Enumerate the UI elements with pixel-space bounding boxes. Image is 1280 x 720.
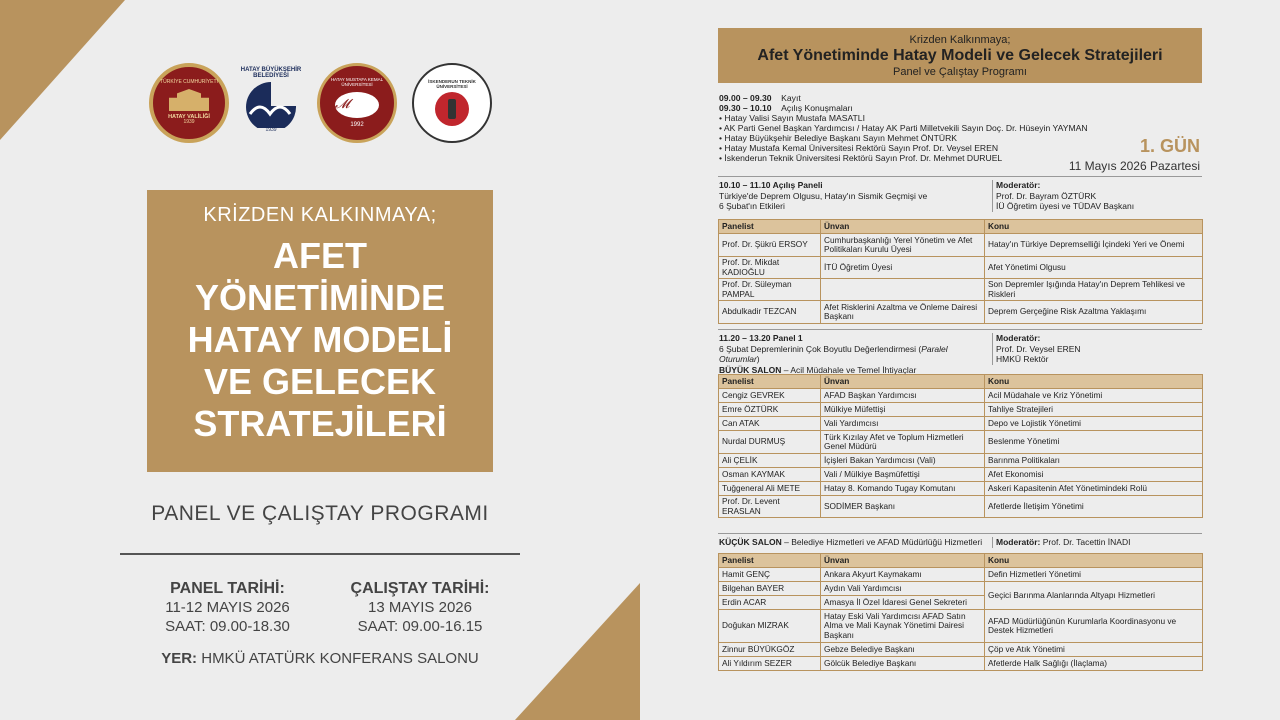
title-kicker: KRİZDEN KALKINMAYA; — [203, 204, 437, 226]
moderator-name: Prof. Dr. Tacettin İNADI — [1040, 537, 1131, 547]
table-body — [719, 554, 1203, 671]
session1-desc: Türkiye'de Deprem Olgusu, Hatay'ın Sismik Geçmişi ve — [719, 190, 928, 201]
table-body — [719, 220, 1203, 324]
table-row — [719, 417, 1203, 431]
agenda-time: 09.00 – 09.30 — [719, 93, 772, 103]
agenda-item — [719, 103, 1159, 113]
title-cell: Afet Risklerini Azaltma ve Önleme Dairesi Başkanı — [821, 301, 985, 324]
building-icon — [169, 89, 209, 111]
agenda-desc: Açılış Konuşmaları — [781, 103, 853, 113]
title-cell: Vali Yardımcısı — [821, 417, 985, 431]
session3-table — [718, 553, 1203, 671]
table-row — [719, 389, 1203, 403]
title-line: STRATEJİLERİ — [193, 403, 447, 444]
column-header: Konu — [985, 375, 1203, 389]
speaker: • Hatay Mustafa Kemal Üniversitesi Rektörü Sayın Prof. Dr. Veysel EREN — [719, 143, 999, 153]
workshop-date-block — [335, 579, 505, 636]
panelist-cell: Nurdal DURMUŞ — [719, 431, 821, 454]
session1-table — [718, 219, 1203, 324]
panelist-cell: Doğukan MIZRAK — [719, 610, 821, 643]
logo-text: HATAY MUSTAFA KEMAL ÜNİVERSİTESİ — [330, 76, 384, 87]
session2-desc — [719, 344, 989, 365]
topic-cell: Depo ve Lojistik Yönetimi — [985, 417, 1203, 431]
panel-date-label: PANEL TARİHİ: — [170, 580, 285, 597]
title-line: YÖNETİMİNDE — [194, 277, 445, 318]
table-row — [719, 610, 1203, 643]
session1-title: 10.10 – 11.10 Açılış Paneli — [719, 180, 823, 190]
workshop-time: SAAT: 09.00-16.15 — [357, 618, 483, 635]
session3-hall — [719, 537, 989, 548]
mku-logo — [317, 63, 397, 143]
topic-cell: AFAD Müdürlüğünün Kurumlarla Koordinasyonu ve Destek Hizmetleri — [985, 610, 1203, 643]
session2-table — [718, 374, 1203, 518]
divider — [120, 553, 520, 555]
desc-text: ) — [756, 354, 760, 364]
moderator-title: HMKÜ Rektör — [996, 354, 1049, 364]
panelist-cell: Emre ÖZTÜRK — [719, 403, 821, 417]
moderator-name: Prof. Dr. Bayram ÖZTÜRK — [996, 190, 1097, 201]
bridge-icon — [244, 80, 298, 128]
title-cell: Vali / Mülkiye Başmüfettişi — [821, 468, 985, 482]
title-cell: Gölcük Belediye Başkanı — [821, 657, 985, 671]
title-cell: SODİMER Başkanı — [821, 496, 985, 518]
agenda-item — [719, 93, 1159, 103]
title-cell: Türk Kızılay Afet ve Toplum Hizmetleri Genel Müdürü — [821, 431, 985, 454]
logo-text: HATAY VALİLİĞİ — [168, 113, 210, 120]
title-cell: Mülkiye Müfettişi — [821, 403, 985, 417]
moderator-label: Moderatör: — [996, 333, 1041, 343]
panelist-cell: Erdin ACAR — [719, 596, 821, 610]
divider — [718, 329, 1202, 330]
logo-year: 1939 — [183, 119, 195, 126]
corner-triangle-top-left — [0, 0, 125, 140]
title-line: HATAY MODELİ — [187, 319, 453, 360]
session2-info — [719, 333, 989, 375]
table-row — [719, 403, 1203, 417]
table-row — [719, 279, 1203, 301]
session2-moderator — [992, 333, 1206, 365]
table-row — [719, 582, 1203, 596]
title-cell: Gebze Belediye Başkanı — [821, 643, 985, 657]
panelist-cell: Prof. Dr. Levent ERASLAN — [719, 496, 821, 518]
hatay-belediyesi-logo — [238, 60, 304, 140]
header-subtitle: Panel ve Çalıştay Programı — [893, 66, 1027, 78]
table-row — [719, 657, 1203, 671]
speaker: • İskenderun Teknik Üniversitesi Rektörü Sayın Prof. Dr. Mehmet DURUEL — [719, 153, 1003, 163]
panelist-cell: Abdulkadir TEZCAN — [719, 301, 821, 324]
topic-cell: Askeri Kapasitenin Afet Yönetimindeki Rolü — [985, 482, 1203, 496]
logo-text: HATAY BÜYÜKŞEHİR BELEDİYESİ — [240, 66, 302, 80]
logo-text: İSKENDERUN TEKNİK ÜNİVERSİTESİ — [428, 78, 476, 89]
topic-cell: Afet Yönetimi Olgusu — [985, 257, 1203, 279]
table-row — [719, 468, 1203, 482]
speaker: • Hatay Büyükşehir Belediye Başkanı Sayın Mehmet ÖNTÜRK — [719, 133, 958, 143]
moderator-name: Prof. Dr. Veysel EREN — [996, 343, 1081, 354]
panelist-cell: Prof. Dr. Mikdat KADIOĞLU — [719, 257, 821, 279]
panel-date: 11-12 MAYIS 2026 — [165, 599, 290, 616]
logo-year: 1939 — [265, 126, 277, 133]
workshop-date-label: ÇALIŞTAY TARİHİ: — [350, 580, 490, 597]
session1-info — [719, 180, 979, 212]
session1-desc: 6 Şubat'ın Etkileri — [719, 201, 785, 211]
title-cell: İTÜ Öğretim Üyesi — [821, 257, 985, 279]
venue-label: YER: — [161, 650, 198, 667]
logo-text: TÜRKİYE CUMHURİYETİ — [160, 79, 218, 86]
logo-year: 1992 — [350, 121, 364, 128]
title-cell: Cumhurbaşkanlığı Yerel Yönetim ve Afet Politikaları Kurulu Üyesi — [821, 234, 985, 257]
program-subtitle: PANEL VE ÇALIŞTAY PROGRAMI — [151, 502, 489, 525]
title-cell: Aydın Vali Yardımcısı — [821, 582, 985, 596]
agenda-desc: Kayıt — [781, 93, 801, 103]
i-letter-icon — [435, 92, 469, 126]
title-cell: AFAD Başkan Yardımcısı — [821, 389, 985, 403]
table-row — [719, 301, 1203, 324]
title-cell: Hatay Eski Vali Yardımcısı AFAD Satın Alma ve Mali Kaynak Yönetimi Dairesi Başkanı — [821, 610, 985, 643]
table-row — [719, 257, 1203, 279]
hall-name: BÜYÜK SALON — [719, 364, 782, 375]
hall-desc: – Belediye Hizmetleri ve AFAD Müdürlüğü Hizmetleri — [781, 537, 983, 547]
session2-title: 11.20 – 13.20 Panel 1 — [719, 333, 803, 343]
title-box — [147, 190, 493, 472]
title-cell — [821, 279, 985, 301]
column-header: Ünvan — [821, 554, 985, 568]
table-row — [719, 643, 1203, 657]
moderator-label: Moderatör: — [996, 537, 1041, 547]
table-row — [719, 568, 1203, 582]
topic-cell: Çöp ve Atık Yönetimi — [985, 643, 1203, 657]
venue — [120, 650, 520, 667]
table-header-row — [719, 375, 1203, 389]
table-row — [719, 234, 1203, 257]
panelist-cell: Ali ÇELİK — [719, 454, 821, 468]
panelist-cell: Bilgehan BAYER — [719, 582, 821, 596]
panelist-cell: Ali Yıldırım SEZER — [719, 657, 821, 671]
desc-italic: Paralel Oturumlar — [719, 343, 948, 364]
column-header: Panelist — [719, 220, 821, 234]
workshop-date: 13 MAYIS 2026 — [368, 599, 472, 616]
header-kicker: Krizden Kalkınmaya; — [909, 34, 1011, 46]
topic-cell: Afetlerde İletişim Yönetimi — [985, 496, 1203, 518]
agenda-time: 09.30 – 10.10 — [719, 103, 772, 113]
title-main — [147, 235, 493, 445]
hatay-valiligi-logo — [149, 63, 229, 143]
title-cell: Hatay 8. Komando Tugay Komutanı — [821, 482, 985, 496]
panelist-cell: Tuğgeneral Ali METE — [719, 482, 821, 496]
title-cell: Amasya İl Özel İdaresi Genel Sekreteri — [821, 596, 985, 610]
topic-cell: Hatay'ın Türkiye Depremselliği İçindeki Yeri ve Önemi — [985, 234, 1203, 257]
title-cell: Ankara Akyurt Kaymakamı — [821, 568, 985, 582]
signature-icon: 𝓜 — [335, 92, 379, 118]
session1-moderator — [992, 180, 1206, 212]
panelist-cell: Prof. Dr. Süleyman PAMPAL — [719, 279, 821, 301]
desc-text: 6 Şubat Depremlerinin Çok Boyutlu Değerlendirmesi ( — [719, 343, 922, 354]
title-cell: İçişleri Bakan Yardımcısı (Vali) — [821, 454, 985, 468]
divider — [718, 533, 1202, 534]
divider — [718, 176, 1202, 177]
hall-desc: – Acil Müdahale ve Temel İhtiyaçlar — [781, 364, 917, 375]
column-header: Panelist — [719, 375, 821, 389]
column-header: Ünvan — [821, 220, 985, 234]
speaker: • Hatay Valisi Sayın Mustafa MASATLI — [719, 113, 865, 123]
table-row — [719, 482, 1203, 496]
table-header-row — [719, 554, 1203, 568]
panelist-cell: Osman KAYMAK — [719, 468, 821, 482]
column-header: Konu — [985, 554, 1203, 568]
speaker: • AK Parti Genel Başkan Yardımcısı / Hatay AK Parti Milletvekili Sayın Doç. Dr. Hüseyin YAYMAN — [719, 123, 1088, 133]
moderator-title: İÜ Öğretim üyesi ve TÜDAV Başkanı — [996, 201, 1135, 211]
topic-cell: Geçici Barınma Alanlarında Altyapı Hizmetleri — [985, 582, 1203, 610]
session3-moderator — [992, 537, 1206, 548]
panelist-cell: Can ATAK — [719, 417, 821, 431]
title-line: AFET — [273, 235, 367, 276]
panel-time: SAAT: 09.00-18.30 — [165, 618, 290, 635]
topic-cell: Barınma Politikaları — [985, 454, 1203, 468]
topic-cell: Afet Ekonomisi — [985, 468, 1203, 482]
column-header: Ünvan — [821, 375, 985, 389]
topic-cell: Son Depremler Işığında Hatay'ın Deprem Tehlikesi ve Riskleri — [985, 279, 1203, 301]
iste-logo — [412, 63, 492, 143]
panelist-cell: Cengiz GEVREK — [719, 389, 821, 403]
topic-cell: Tahliye Stratejileri — [985, 403, 1203, 417]
day-label — [1040, 136, 1200, 173]
panel-date-block — [150, 579, 305, 636]
column-header: Panelist — [719, 554, 821, 568]
hall-name: KÜÇÜK SALON — [719, 537, 782, 547]
header-title: Afet Yönetiminde Hatay Modeli ve Gelecek Stratejileri — [757, 47, 1163, 64]
day-date: 11 Mayıs 2026 Pazartesi — [1068, 159, 1200, 173]
venue-text: HMKÜ ATATÜRK KONFERANS SALONU — [197, 650, 479, 667]
panelist-cell: Hamit GENÇ — [719, 568, 821, 582]
day-number: 1. GÜN — [1139, 136, 1200, 156]
title-line: VE GELECEK — [203, 361, 437, 402]
table-row — [719, 431, 1203, 454]
topic-cell: Deprem Gerçeğine Risk Azaltma Yaklaşımı — [985, 301, 1203, 324]
column-header: Konu — [985, 220, 1203, 234]
corner-triangle-bottom-center — [515, 583, 640, 720]
topic-cell: Afetlerde Halk Sağlığı (İlaçlama) — [985, 657, 1203, 671]
table-header-row — [719, 220, 1203, 234]
moderator-label: Moderatör: — [996, 180, 1041, 190]
program-header — [718, 28, 1202, 83]
topic-cell: Beslenme Yönetimi — [985, 431, 1203, 454]
table-row — [719, 496, 1203, 518]
topic-cell: Defin Hizmetleri Yönetimi — [985, 568, 1203, 582]
table-body — [719, 375, 1203, 518]
panelist-cell: Prof. Dr. Şükrü ERSOY — [719, 234, 821, 257]
table-row — [719, 454, 1203, 468]
panelist-cell: Zinnur BÜYÜKGÖZ — [719, 643, 821, 657]
topic-cell: Acil Müdahale ve Kriz Yönetimi — [985, 389, 1203, 403]
